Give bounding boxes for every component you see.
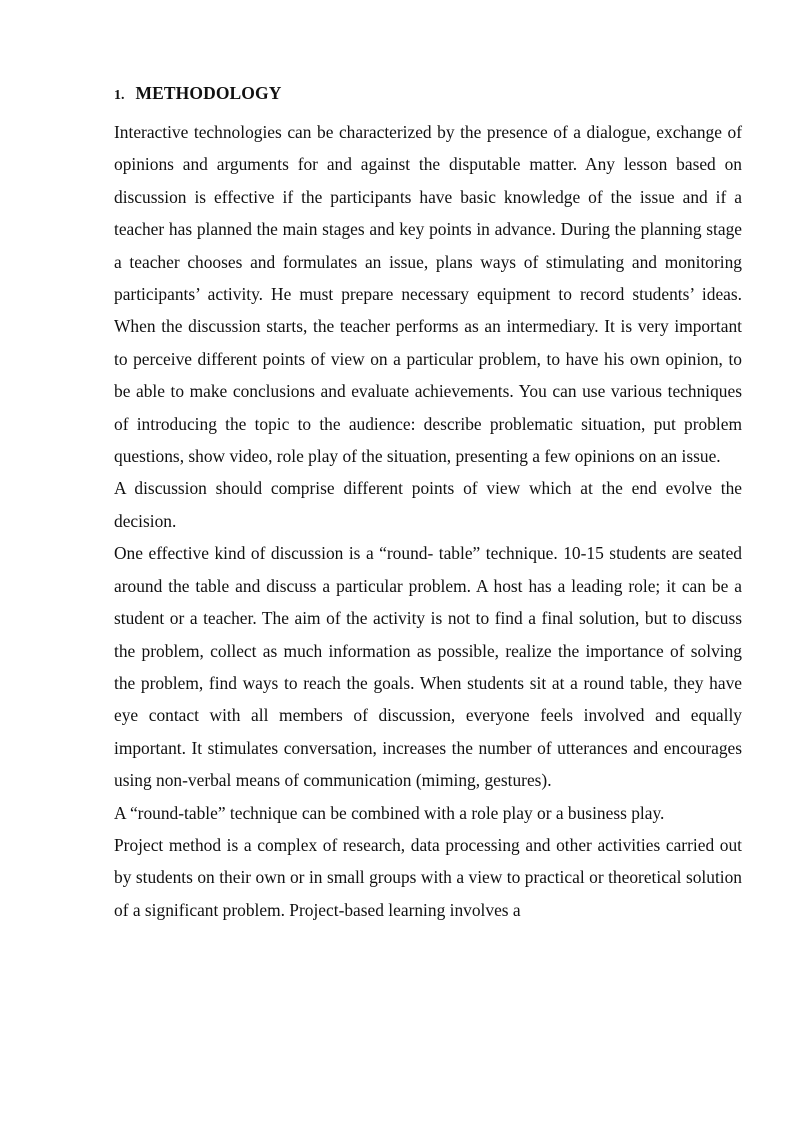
paragraph-project-method: Project method is a complex of research, data processing and other activities carried out by students on their own or in small groups with a view to practical or theoretical solution of a significant problem. Project-based learning involves a [114,834,742,920]
section-heading [114,73,742,111]
section-number: 1. [114,88,125,103]
section-title: METHODOLOGY [135,83,282,103]
paragraph-round-table-combination: A “round-table” technique can be combined with a role play or a business play. [114,802,665,823]
paragraph-interactive-technologies: Interactive technologies can be characterized by the presence of a dialogue, exchange of opinions and arguments for and against the disputable matter. Any lesson based on discussion is effective if the participants have basic knowledge of the issue and if a teacher has planned the main stages and key points in advance. During the planning stage a teacher chooses and formulates an issue, plans ways of stimulating and monitoring participants’ activity. He must prepare necessary equipment to record students’ ideas. When the discussion starts, the teacher performs as an intermediary. It is very important to perceive different points of view on a particular problem, to have his own opinion, to be able to make conclusions and evaluate achievements. You can use various techniques of introducing the topic to the audience: describe problematic situation, put problem questions, show video, role play of the situation, presenting a few opinions on an issue. [114,122,742,467]
document-page [114,73,742,926]
paragraph-discussion-points: A discussion should comprise different points of view which at the end evolve the decision. [114,478,742,531]
paragraph-round-table: One effective kind of discussion is a “round- table” technique. 10-15 students are seated around the table and discuss a particular problem. A host has a leading role; it can be a student or a teacher. The aim of the activity is not to find a final solution, but to discuss the problem, collect as much information as possible, realize the importance of solving the problem, find ways to reach the goals. When students sit at a round table, they have eye contact with all members of discussion, everyone feels involved and equally important. It stimulates conversation, increases the number of utterances and encourages using non-verbal means of communication (miming, gestures). [114,543,742,791]
